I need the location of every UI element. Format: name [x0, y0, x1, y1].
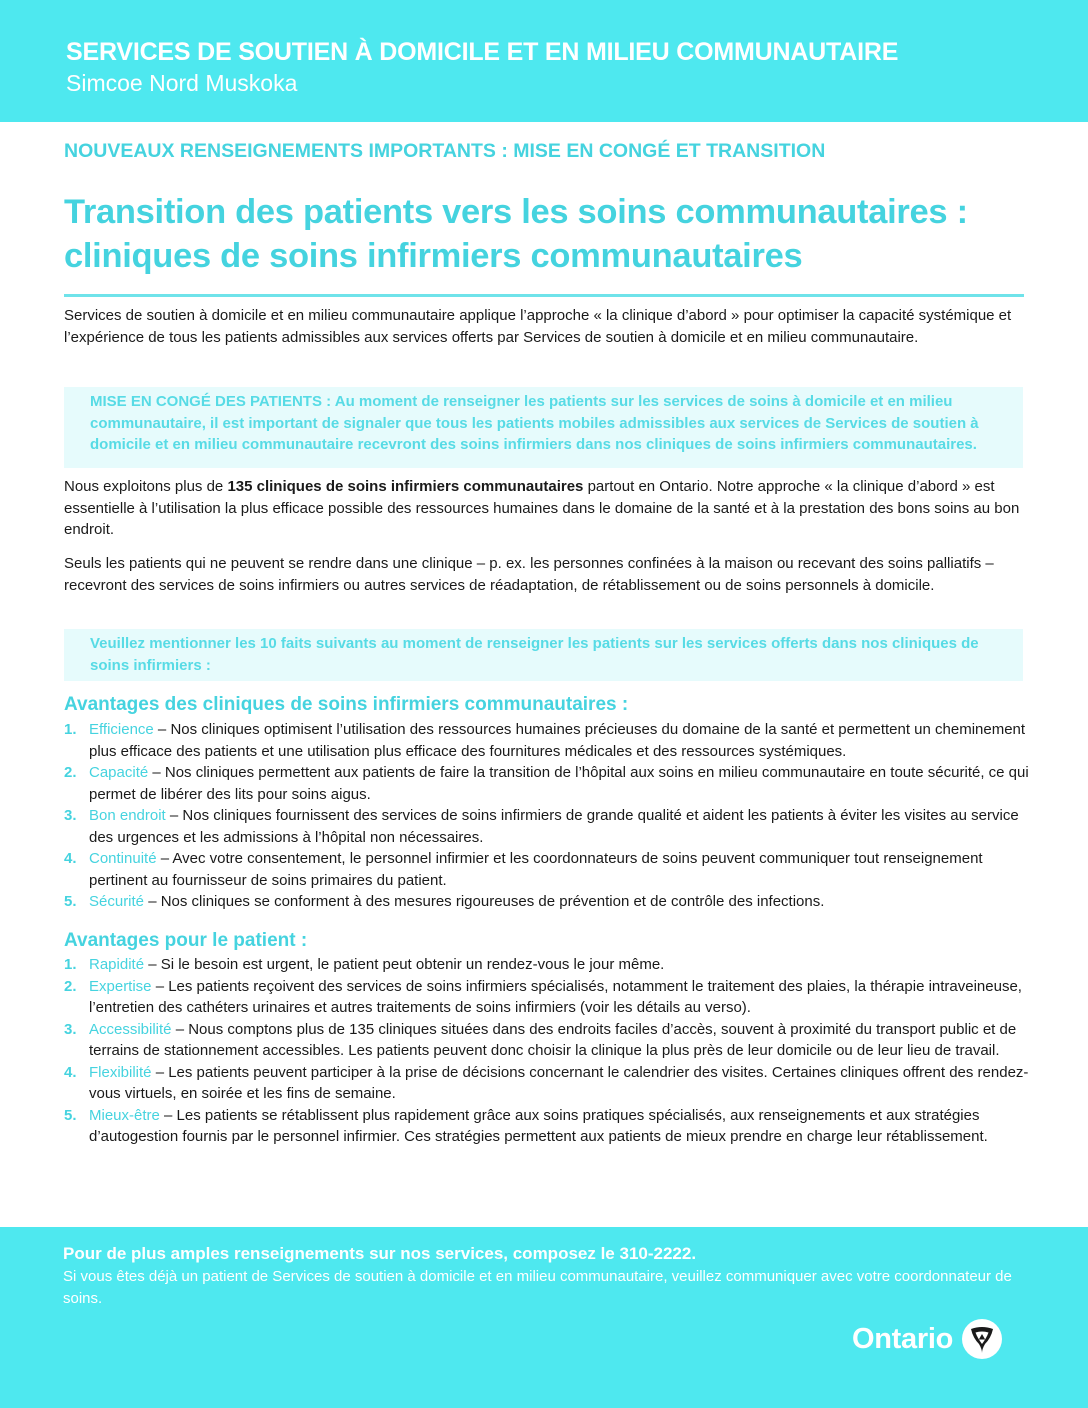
list-number: 3. — [64, 1020, 77, 1038]
page-title — [64, 190, 1054, 278]
section-kicker: NOUVEAUX RENSEIGNEMENTS IMPORTANTS : MISE EN CONGÉ ET TRANSITION — [64, 140, 826, 162]
region-name: Simcoe Nord Muskoka — [66, 70, 298, 96]
benefit-text: – Si le besoin est urgent, le patient peut obtenir un rendez-vous le jour même. — [144, 956, 665, 973]
list-item — [64, 891, 1029, 913]
list-number: 3. — [64, 807, 77, 824]
page-title-line-2: cliniques de soins infirmiers communautaires — [64, 237, 803, 275]
list-item — [64, 719, 1029, 762]
list-item — [64, 762, 1029, 805]
benefit-term: Rapidité — [89, 956, 145, 973]
benefit-term: Flexibilité — [89, 1063, 152, 1081]
benefit-term: Continuité — [89, 850, 157, 867]
home-care-paragraph: Seuls les patients qui ne peuvent se rendre dans une clinique – p. ex. les personnes confinées à la maison ou recevant des soins palliatifs – recevront des services de soins infirmiers ou autres services de réadaptation, de rétablissement ou de soins personnels à domicile. — [64, 555, 994, 594]
benefit-text: – Avec votre consentement, le personnel infirmier et les coordonnateurs de soins peuvent communiquer tout renseignement pertinent au fournisseur de soins primaires du patient. — [89, 850, 983, 889]
callout-facts-text: Veuillez mentionner les 10 faits suivants au moment de renseigner les patients sur les services offerts dans nos cliniques de soins infirmiers : — [90, 635, 979, 674]
list-item — [64, 976, 1029, 1019]
benefit-term: Expertise — [89, 977, 152, 995]
clinics-paragraph — [64, 476, 1029, 541]
list-item — [64, 1105, 1029, 1148]
clinic-benefits-list — [64, 719, 1029, 913]
list-item — [64, 848, 1029, 891]
benefit-text: – Les patients peuvent participer à la prise de décisions concernant le calendrier des visites. Certaines cliniques offrent des rendez-vous virtuels, en soirée et les fins de semaine. — [89, 1063, 1029, 1102]
benefit-term: Mieux-être — [89, 1106, 160, 1124]
page-title-line-1: Transition des patients vers les soins communautaires : — [64, 193, 968, 231]
list-item — [64, 805, 1029, 848]
benefit-text: – Nos cliniques permettent aux patients de faire la transition de l’hôpital aux soins en milieu communautaire en toute sécurité, ce qui permet de libérer des lits pour soins aigus. — [89, 764, 1029, 803]
clinics-count-emphasis: 135 cliniques de soins infirmiers communautaires — [227, 478, 584, 495]
list-number: 5. — [64, 893, 77, 910]
benefit-term: Sécurité — [89, 893, 145, 910]
ontario-trillium-icon — [961, 1318, 1003, 1360]
patient-benefits-heading: Avantages pour le patient : — [64, 930, 308, 951]
list-item — [64, 1019, 1029, 1062]
ontario-logo — [852, 1319, 1003, 1359]
clinics-paragraph-start: Nous exploitons plus de — [64, 478, 228, 495]
list-number: 2. — [64, 977, 77, 995]
patient-benefits-list — [64, 954, 1029, 1148]
footer-banner — [0, 1227, 1088, 1408]
list-number: 5. — [64, 1106, 77, 1124]
header-banner — [0, 0, 1088, 122]
list-number: 1. — [64, 721, 77, 738]
benefit-text: – Les patients se rétablissent plus rapidement grâce aux soins pratiques spécialisés, aux renseignements et aux stratégies d’autogestion fournis par le personnel infirmier. Ces stratégies permettent aux patients de mieux prendre en charge leur rétablissement. — [89, 1106, 988, 1145]
benefit-term: Bon endroit — [89, 807, 166, 824]
intro-paragraph: Services de soutien à domicile et en milieu communautaire applique l’approche « la clinique d’abord » pour optimiser la capacité systémique et l’expérience de tous les patients admissibles aux services offerts par Services de soutien à domicile et en milieu communautaire. — [64, 307, 1012, 346]
list-number: 4. — [64, 850, 77, 867]
list-item — [64, 1062, 1029, 1105]
title-divider — [64, 294, 1024, 297]
callout-discharge — [64, 387, 1023, 468]
benefit-text: – Nos cliniques se conforment à des mesures rigoureuses de prévention et de contrôle des infections. — [144, 893, 825, 910]
benefit-term: Efficience — [89, 721, 154, 738]
list-number: 4. — [64, 1063, 77, 1081]
list-item — [64, 954, 1029, 976]
benefit-term: Accessibilité — [89, 1020, 172, 1038]
existing-patient-note: Si vous êtes déjà un patient de Services de soutien à domicile et en milieu communautaire, veuillez communiquer avec votre coordonnateur de soins. — [63, 1268, 1012, 1307]
contact-phone-line: Pour de plus amples renseignements sur nos services, composez le 310-2222. — [63, 1244, 697, 1263]
organization-title: SERVICES DE SOUTIEN À DOMICILE ET EN MILIEU COMMUNAUTAIRE — [66, 38, 899, 66]
list-number: 1. — [64, 956, 77, 973]
benefit-text: – Nos cliniques fournissent des services de soins infirmiers de grande qualité et aident les patients à éviter les visites au service des urgences et les admissions à l’hôpital non nécessaires. — [89, 807, 1019, 846]
clinics-paragraph-end: partout en Ontario. Notre approche « la clinique d’abord » est essentielle à l’utilisation la plus efficace possible des ressources humaines dans le domaine de la santé et à la prestation des bons soins au bon endroit. — [64, 478, 1020, 538]
benefit-term: Capacité — [89, 764, 149, 781]
benefit-text: – Nous comptons plus de 135 cliniques situées dans des endroits faciles d’accès, souvent à proximité du transport public et de terrains de stationnement accessibles. Les patients peuvent donc choisir la clinique la plus près de leur domicile ou de leur lieu de travail. — [89, 1020, 1017, 1059]
clinic-benefits-heading: Avantages des cliniques de soins infirmiers communautaires : — [64, 694, 629, 715]
benefit-text: – Nos cliniques optimisent l’utilisation des ressources humaines précieuses du domaine de la santé et permettent un cheminement plus efficace des patients et une utilisation plus efficace des fournitures médicales et des ressources systémiques. — [89, 721, 1026, 760]
benefit-text: – Les patients reçoivent des services de soins infirmiers spécialisés, notamment le traitement des plaies, la thérapie intraveineuse, l’entretien des cathéters urinaires et autres traitements de soins infirmiers (voir les détails au verso). — [89, 977, 1022, 1016]
callout-facts — [64, 629, 1023, 681]
ontario-wordmark: Ontario — [852, 1322, 954, 1355]
callout-discharge-text: MISE EN CONGÉ DES PATIENTS : Au moment de renseigner les patients sur les services de soins à domicile et en milieu communautaire, il est important de signaler que tous les patients mobiles admissibles aux services de Services de soutien à domicile et en milieu communautaire recevront des soins infirmiers dans nos cliniques de soins infirmiers communautaires. — [90, 393, 979, 453]
list-number: 2. — [64, 764, 77, 781]
